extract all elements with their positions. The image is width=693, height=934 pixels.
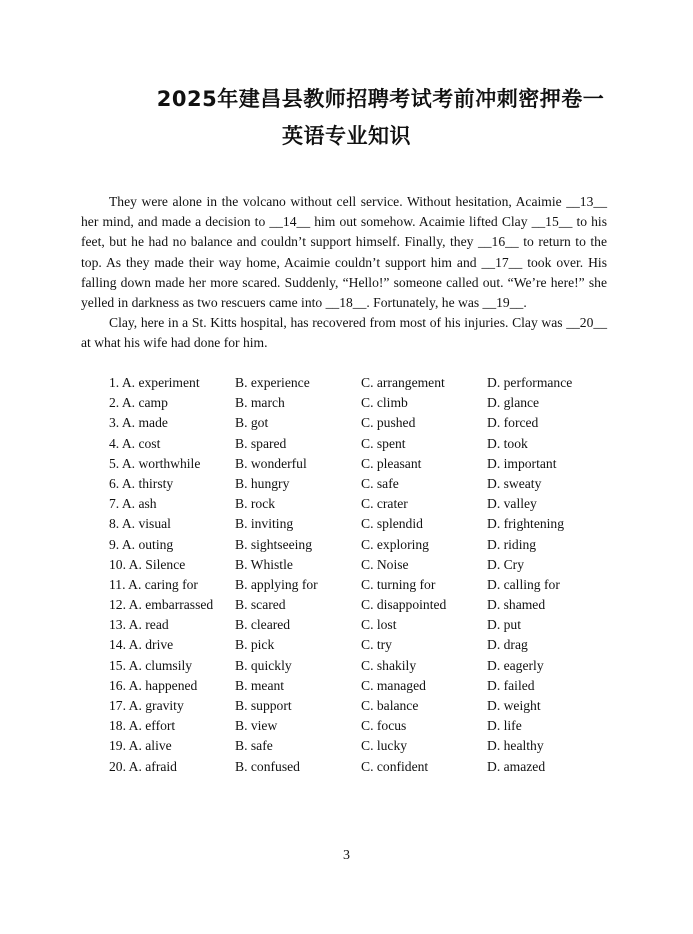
question-row bbox=[109, 514, 609, 534]
option-a: 2. A. camp bbox=[109, 395, 168, 411]
option-d: D. valley bbox=[487, 496, 537, 512]
question-row bbox=[109, 373, 609, 393]
option-c: C. lucky bbox=[361, 738, 408, 754]
option-d: D. put bbox=[487, 617, 521, 633]
option-a: 5. A. worthwhile bbox=[109, 455, 201, 471]
option-a: 18. A. effort bbox=[109, 718, 176, 734]
option-c: C. pushed bbox=[361, 415, 416, 431]
reading-passage bbox=[81, 192, 607, 354]
option-d: D. forced bbox=[487, 415, 539, 431]
option-b: B. inviting bbox=[235, 516, 294, 532]
option-d: D. sweaty bbox=[487, 475, 542, 491]
option-b: B. spared bbox=[235, 435, 287, 451]
option-d: D. glance bbox=[487, 395, 540, 411]
option-b: B. meant bbox=[235, 677, 285, 693]
question-row bbox=[109, 716, 609, 736]
option-b: B. wonderful bbox=[235, 455, 307, 471]
option-d: D. weight bbox=[487, 698, 541, 713]
option-d: D. frightening bbox=[487, 516, 565, 532]
option-a: 11. A. caring for bbox=[109, 576, 198, 592]
option-b: B. sightseeing bbox=[235, 536, 313, 552]
option-a: 10. A. Silence bbox=[109, 556, 186, 572]
option-b: B. Whistle bbox=[235, 556, 293, 572]
answer-options-list bbox=[109, 373, 609, 777]
exam-subtitle: 英语专业知识 bbox=[282, 124, 411, 148]
option-b: B. support bbox=[235, 698, 292, 713]
option-b: B. pick bbox=[235, 637, 275, 653]
option-c: C. try bbox=[361, 637, 392, 653]
passage-paragraph-2: Clay, here in a St. Kitts hospital, has recovered from most of his injuries. Clay was __20__ at what his wife had done for him. bbox=[81, 315, 607, 351]
question-row bbox=[109, 393, 609, 413]
question-row bbox=[109, 595, 609, 615]
option-a: 14. A. drive bbox=[109, 637, 174, 653]
option-b: B. cleared bbox=[235, 617, 291, 633]
question-row bbox=[109, 696, 609, 716]
option-b: B. confused bbox=[235, 758, 300, 774]
option-a: 4. A. cost bbox=[109, 435, 161, 451]
option-b: B. safe bbox=[235, 738, 273, 754]
option-c: C. Noise bbox=[361, 556, 409, 572]
option-c: C. confident bbox=[361, 758, 429, 774]
option-a: 3. A. made bbox=[109, 415, 168, 431]
option-d: D. calling for bbox=[487, 576, 560, 592]
option-a: 9. A. outing bbox=[109, 536, 174, 552]
option-b: B. view bbox=[235, 718, 278, 734]
passage-paragraph-1: They were alone in the volcano without cell service. Without hesitation, Acaimie __13__ her mind, and made a decision to __14__ him out somehow. Acaimie lifted Clay __15__ to his feet, but he had no balance and couldn’t support himself. Finally, they __16__ to return to the top. As they made their way home, Acaimie couldn’t support him and __17__ took over. His falling down made her more scared. Suddenly, “Hello!” someone called out. “We’re here!” she yelled in darkness as two rescuers came into __18__. Fortunately, he was __19__. bbox=[81, 194, 607, 311]
option-a: 17. A. gravity bbox=[109, 698, 184, 713]
option-d: D. took bbox=[487, 435, 528, 451]
option-a: 12. A. embarrassed bbox=[109, 597, 214, 613]
option-b: B. rock bbox=[235, 496, 276, 512]
option-c: C. pleasant bbox=[361, 455, 422, 471]
option-c: C. splendid bbox=[361, 516, 423, 532]
option-d: D. riding bbox=[487, 536, 537, 552]
option-d: D. eagerly bbox=[487, 657, 544, 673]
option-a: 16. A. happened bbox=[109, 677, 198, 693]
option-c: C. arrangement bbox=[361, 375, 445, 390]
question-row bbox=[109, 413, 609, 433]
option-d: D. healthy bbox=[487, 738, 544, 754]
page-number: 3 bbox=[343, 848, 350, 863]
option-c: C. exploring bbox=[361, 536, 429, 552]
question-row bbox=[109, 676, 609, 696]
option-d: D. failed bbox=[487, 677, 535, 693]
question-row bbox=[109, 736, 609, 756]
question-row bbox=[109, 494, 609, 514]
option-d: D. life bbox=[487, 718, 522, 734]
question-row bbox=[109, 434, 609, 454]
question-row bbox=[109, 635, 609, 655]
question-row bbox=[109, 615, 609, 635]
option-b: B. hungry bbox=[235, 475, 290, 491]
option-a: 7. A. ash bbox=[109, 496, 157, 512]
option-a: 8. A. visual bbox=[109, 516, 171, 532]
option-a: 1. A. experiment bbox=[109, 375, 200, 390]
question-row bbox=[109, 454, 609, 474]
option-c: C. climb bbox=[361, 395, 408, 411]
option-b: B. march bbox=[235, 395, 285, 411]
option-a: 6. A. thirsty bbox=[109, 475, 174, 491]
option-c: C. spent bbox=[361, 435, 406, 451]
option-c: C. turning for bbox=[361, 576, 436, 592]
option-c: C. managed bbox=[361, 677, 426, 693]
option-d: D. performance bbox=[487, 375, 573, 390]
option-c: C. focus bbox=[361, 718, 407, 734]
question-row bbox=[109, 535, 609, 555]
exam-title: 2025年建昌县教师招聘考试考前冲刺密押卷一 bbox=[156, 87, 605, 111]
option-c: C. crater bbox=[361, 496, 408, 512]
option-b: B. quickly bbox=[235, 657, 292, 673]
question-row bbox=[109, 656, 609, 676]
option-c: C. lost bbox=[361, 617, 397, 633]
option-b: B. scared bbox=[235, 597, 286, 613]
option-c: C. balance bbox=[361, 698, 419, 713]
option-d: D. Cry bbox=[487, 556, 525, 572]
option-d: D. drag bbox=[487, 637, 528, 653]
option-a: 19. A. alive bbox=[109, 738, 172, 754]
option-b: B. experience bbox=[235, 375, 310, 390]
option-c: C. disappointed bbox=[361, 597, 447, 613]
question-row bbox=[109, 474, 609, 494]
option-d: D. important bbox=[487, 455, 557, 471]
option-a: 15. A. clumsily bbox=[109, 657, 193, 673]
option-c: C. safe bbox=[361, 475, 399, 491]
option-d: D. shamed bbox=[487, 597, 546, 613]
option-b: B. got bbox=[235, 415, 269, 431]
option-c: C. shakily bbox=[361, 657, 417, 673]
option-b: B. applying for bbox=[235, 576, 318, 592]
question-row bbox=[109, 575, 609, 595]
option-d: D. amazed bbox=[487, 758, 546, 774]
option-a: 13. A. read bbox=[109, 617, 169, 633]
option-a: 20. A. afraid bbox=[109, 758, 177, 774]
question-row bbox=[109, 555, 609, 575]
question-row bbox=[109, 757, 609, 777]
